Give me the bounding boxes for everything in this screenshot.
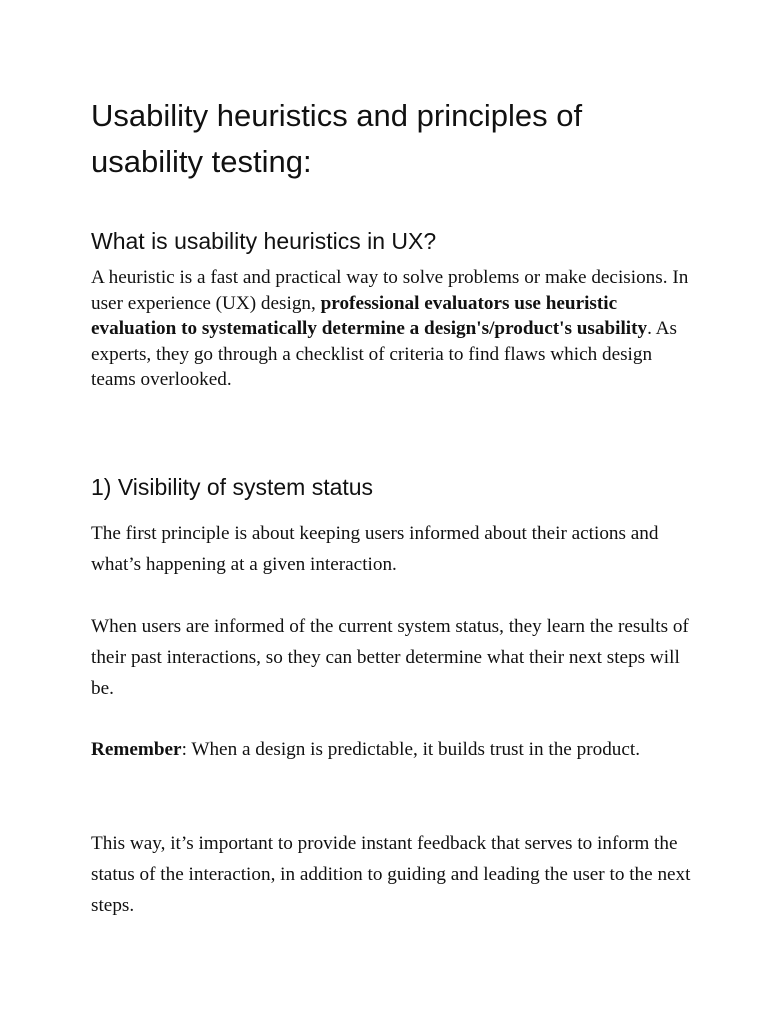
section-heading-usability-heuristics: What is usability heuristics in UX?	[91, 228, 437, 254]
paragraph-first-principle: The first principle is about keeping users informed about their actions and what’s happening at a given interaction.	[91, 523, 659, 575]
remember-label: Remember	[91, 739, 182, 760]
page-title: Usability heuristics and principles of usability testing:	[91, 98, 583, 179]
paragraph-instant-feedback: This way, it’s important to provide instant feedback that serves to inform the status of the interaction, in addition to guiding and leading the user to the next steps.	[91, 833, 691, 916]
paragraph-system-status: When users are informed of the current system status, they learn the results of their past interactions, so they can better determine what their next steps will be.	[91, 616, 689, 699]
intro-paragraph	[91, 265, 691, 393]
remember-text: : When a design is predictable, it builds trust in the product.	[181, 739, 641, 760]
intro-text-start: A heuristic is a fast and practical way to solve problems or make decisions. In user experience (UX) design,	[91, 267, 689, 314]
intro-bold-text: professional evaluators use heuristic evaluation to systematically determine a design's/product's usability	[91, 292, 648, 340]
section-heading-visibility-of-system-status: 1) Visibility of system status	[91, 474, 374, 500]
intro-text-end: . As experts, they go through a checklist of criteria to find flaws which design teams overlooked.	[91, 318, 677, 391]
paragraph-remember	[91, 734, 691, 765]
